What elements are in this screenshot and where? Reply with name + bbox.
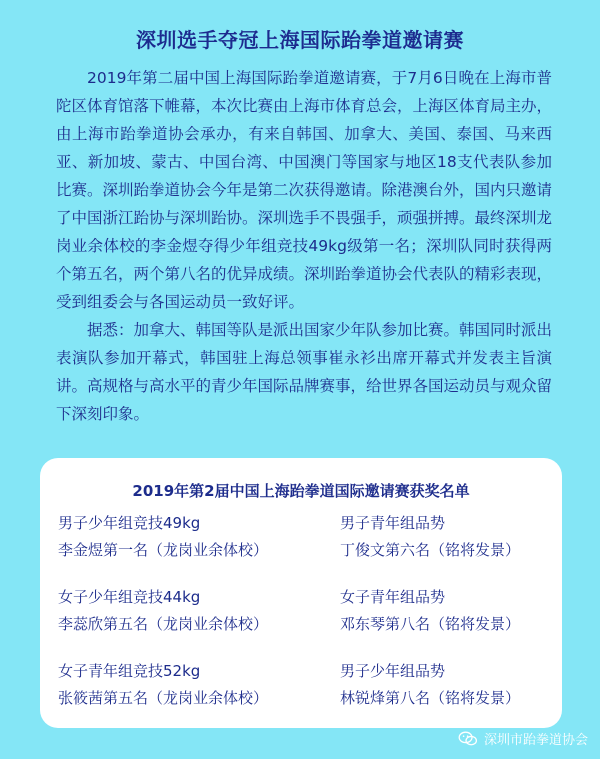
award-entry [340,510,590,564]
award-list-card [40,458,562,728]
award-result: 李金煜第一名（龙岗业余体校） [58,541,269,559]
award-category: 女子少年组竞技44kg [58,588,201,606]
award-entry [58,584,308,638]
award-category: 女子青年组竞技52kg [58,662,201,680]
account-name: 深圳市跆拳道协会 [483,733,588,748]
award-result: 林锐烽第八名（铭将发景） [340,689,521,707]
award-entry [340,658,590,712]
award-result: 丁俊文第六名（铭将发景） [340,541,521,559]
source-watermark [458,729,588,748]
award-category: 女子青年组品势 [340,588,446,606]
article-paragraph: 2019年第二届中国上海国际跆拳道邀请赛，于7月6日晚在上海市普陀区体育馆落下帷幕，本次比赛由上海市体育总会，上海区体育局主办，由上海市跆拳道协会承办，有来自韩国、加拿大、美国、泰国、马来西亚、新加坡、蒙古、中国台湾、中国澳门等国家与地区18支代表队参加比赛。深圳跆拳道协会今年是第二次获得邀请。除港澳台外，国内只邀请了中国浙江跆协与深圳跆协。深圳选手不畏强手，顽强拼搏。最终深圳龙岗业余体校的李金煜夺得少年组竞技49kg级第一名；深圳队同时获得两个第五名，两个第八名的优异成绩。深圳跆拳道协会代表队的精彩表现，受到组委会与各国运动员一致好评。 [56,69,553,311]
award-result: 张筱茜第五名（龙岗业余体校） [58,689,269,707]
award-category: 男子少年组品势 [340,662,446,680]
award-entry [58,510,308,564]
article-title: 深圳选手夺冠上海国际跆拳道邀请赛 [136,28,464,52]
wechat-icon [458,731,478,747]
award-entry [58,658,308,712]
award-result: 李蕊欣第五名（龙岗业余体校） [58,615,269,633]
award-list-title: 2019年第2届中国上海跆拳道国际邀请赛获奖名单 [132,482,470,500]
article-paragraph: 据悉：加拿大、韩国等队是派出国家少年队参加比赛。韩国同时派出表演队参加开幕式，韩国驻上海总领事崔永衫出席开幕式并发表主旨演讲。高规格与高水平的青少年国际品牌赛事，给世界各国运动员与观众留下深刻印象。 [56,321,553,423]
award-result: 邓东琴第八名（铭将发景） [340,615,521,633]
article-body [56,64,552,428]
award-category: 男子青年组品势 [340,514,446,532]
award-entry [340,584,590,638]
award-category: 男子少年组竞技49kg [58,514,201,532]
